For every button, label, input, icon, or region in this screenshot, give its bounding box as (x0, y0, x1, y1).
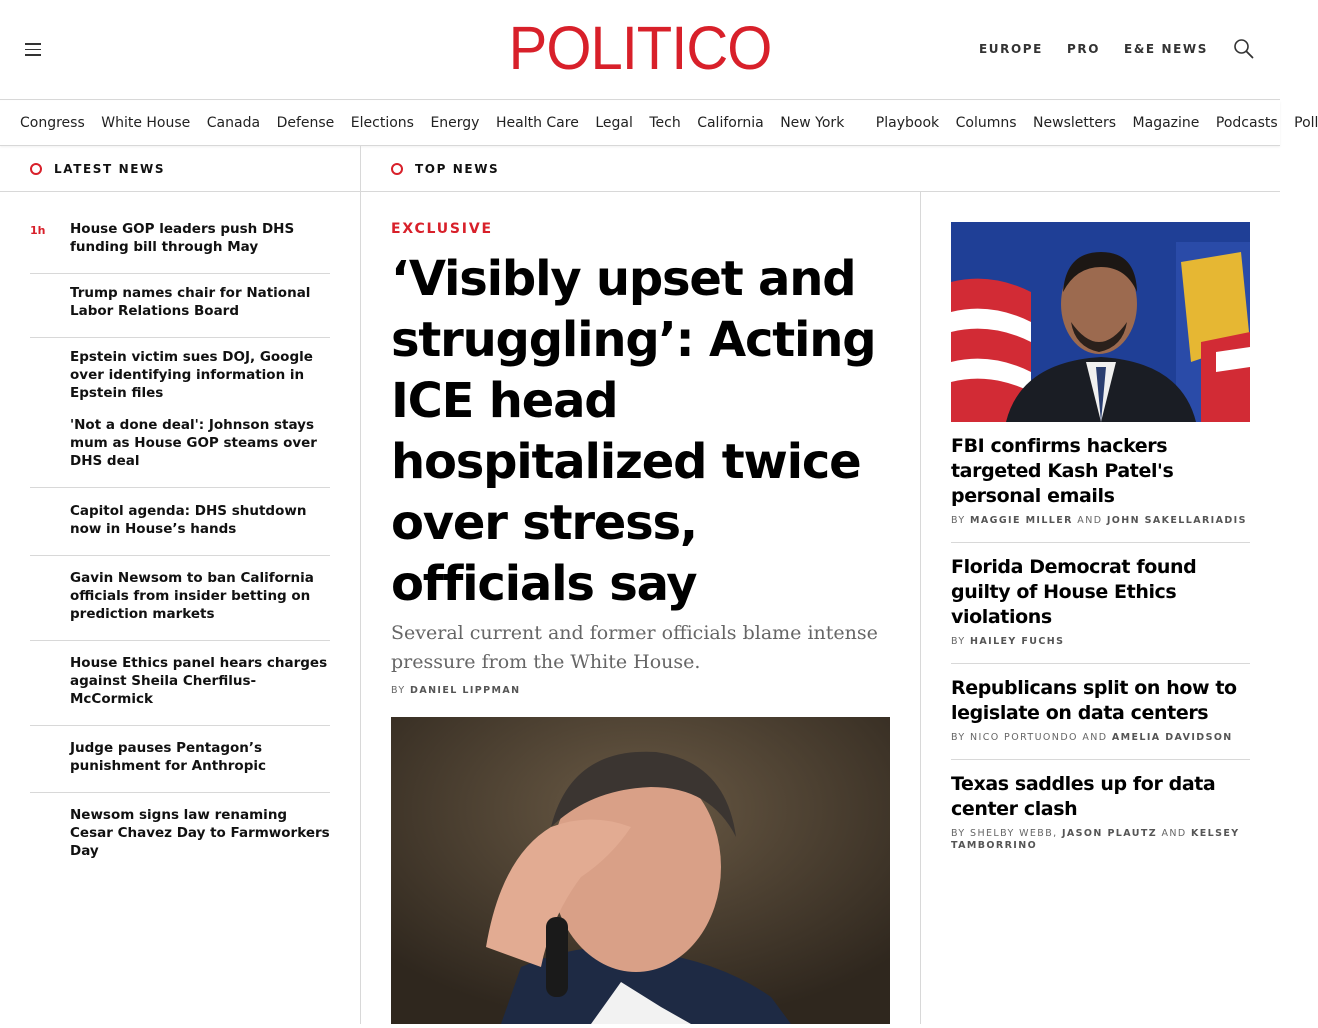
lead-photo[interactable] (391, 717, 890, 1024)
author-link[interactable]: JOHN SAKELLARIADIS (1106, 515, 1247, 526)
top-dot-icon (391, 163, 403, 175)
rail-headline[interactable]: FBI confirms hackers targeted Kash Patel's personal emails (951, 435, 1174, 507)
author-link[interactable]: DANIEL LIPPMAN (410, 685, 521, 696)
timestamp: 1h (30, 224, 46, 237)
nav-white-house[interactable]: White House (101, 115, 191, 131)
nav-new-york[interactable]: New York (780, 115, 845, 131)
rail-story (951, 664, 1250, 760)
link-europe[interactable]: EUROPE (979, 42, 1043, 56)
latest-headline-link[interactable]: Newsom signs law renaming Cesar Chavez Day to Farmworkers Day (70, 807, 330, 859)
link-pro[interactable]: PRO (1066, 42, 1101, 56)
nav-congress[interactable]: Congress (20, 115, 85, 131)
nav-poll[interactable]: Poll (1294, 115, 1318, 131)
nav-elections[interactable]: Elections (350, 115, 414, 131)
byline-prefix: BY (951, 636, 966, 647)
list-item (30, 488, 330, 556)
latest-headline-link[interactable]: Judge pauses Pentagon’s punishment for Anthropic (70, 740, 267, 774)
lead-dek: Several current and former officials blame intense pressure from the White House. (391, 622, 878, 673)
nav-magazine[interactable]: Magazine (1132, 115, 1200, 131)
latest-headline-link[interactable]: House Ethics panel hears charges against Sheila Cherfilus-McCormick (70, 655, 328, 707)
latest-headline-link[interactable]: Gavin Newsom to ban California officials from insider betting on prediction markets (70, 570, 314, 622)
author-link[interactable]: AMELIA DAVIDSON (1111, 732, 1233, 743)
rail-story (951, 543, 1250, 664)
rail-byline (951, 732, 1250, 744)
top-links (979, 42, 1208, 56)
column-headers (0, 146, 1280, 192)
masthead (0, 0, 1280, 100)
nav-health-care[interactable]: Health Care (495, 115, 579, 131)
rail-photo-image (951, 222, 1250, 422)
rail-byline (951, 636, 1250, 648)
search-icon[interactable] (1233, 38, 1255, 60)
menu-icon[interactable] (25, 43, 41, 57)
list-item (30, 406, 330, 488)
link-ee-news[interactable]: E&E NEWS (1124, 42, 1208, 56)
list-item (30, 641, 330, 726)
nav-defense[interactable]: Defense (276, 115, 335, 131)
latest-dot-icon (30, 163, 42, 175)
rail-photo[interactable] (951, 222, 1250, 422)
lead-byline (391, 685, 891, 696)
right-rail (951, 222, 1250, 867)
author-link[interactable]: JASON PLAUTZ (1061, 828, 1158, 839)
byline-prefix: BY NICO PORTUONDO AND (951, 732, 1108, 743)
latest-news-header (30, 146, 165, 191)
logo-text: POLITICO (508, 14, 772, 83)
nav-legal[interactable]: Legal (595, 115, 633, 131)
list-item (30, 338, 330, 406)
author-link[interactable]: KELSEY TAMBORRINO (951, 828, 1240, 851)
byline-and: AND (1161, 828, 1187, 839)
lead-photo-image (391, 717, 890, 1024)
latest-news-label: LATEST NEWS (54, 161, 166, 176)
politico-logo[interactable] (508, 14, 772, 83)
author-link[interactable]: MAGGIE MILLER (970, 515, 1073, 526)
lead-story (391, 221, 891, 696)
latest-news-list (30, 210, 330, 864)
rail-headline[interactable]: Texas saddles up for data center clash (951, 773, 1216, 820)
section-nav (0, 101, 1318, 146)
byline-and: AND (1077, 515, 1103, 526)
rail-story (951, 760, 1250, 867)
nav-tech[interactable]: Tech (649, 115, 681, 131)
rail-story (951, 422, 1250, 543)
byline-prefix: BY SHELBY WEBB, (951, 828, 1058, 839)
byline-prefix: BY (391, 685, 406, 696)
top-news-header (391, 146, 499, 191)
nav-podcasts[interactable]: Podcasts (1215, 115, 1278, 131)
nav-canada[interactable]: Canada (206, 115, 261, 131)
latest-headline-link[interactable]: Epstein victim sues DOJ, Google over identifying information in Epstein files (70, 349, 313, 401)
exclusive-kicker: EXCLUSIVE (391, 221, 493, 237)
list-item (30, 726, 330, 793)
nav-newsletters[interactable]: Newsletters (1033, 115, 1117, 131)
nav-playbook[interactable]: Playbook (875, 115, 940, 131)
rail-headline[interactable]: Republicans split on how to legislate on data centers (951, 677, 1237, 724)
column-divider-right (920, 192, 921, 1024)
author-link[interactable]: HAILEY FUCHS (970, 636, 1065, 647)
rail-headline[interactable]: Florida Democrat found guilty of House Ethics violations (951, 556, 1197, 628)
latest-headline-link[interactable]: House GOP leaders push DHS funding bill through May (70, 221, 295, 255)
list-item (30, 556, 330, 641)
rail-byline (951, 828, 1250, 852)
column-divider-left (360, 146, 361, 1024)
rail-byline (951, 515, 1250, 527)
lead-headline[interactable]: ‘Visibly upset and struggling’: Acting ICE head hospitalized twice over stress, officials say (391, 251, 876, 612)
top-news-label: TOP NEWS (415, 161, 500, 176)
latest-headline-link[interactable]: Trump names chair for National Labor Relations Board (70, 285, 311, 319)
latest-headline-link[interactable]: Capitol agenda: DHS shutdown now in House’s hands (70, 503, 307, 537)
list-item (30, 274, 330, 338)
list-item (30, 210, 330, 274)
nav-energy[interactable]: Energy (430, 115, 480, 131)
nav-columns[interactable]: Columns (955, 115, 1017, 131)
byline-prefix: BY (951, 515, 966, 526)
list-item (30, 793, 330, 864)
latest-headline-link[interactable]: 'Not a done deal': Johnson stays mum as House GOP steams over DHS deal (70, 417, 317, 469)
nav-california[interactable]: California (697, 115, 764, 131)
